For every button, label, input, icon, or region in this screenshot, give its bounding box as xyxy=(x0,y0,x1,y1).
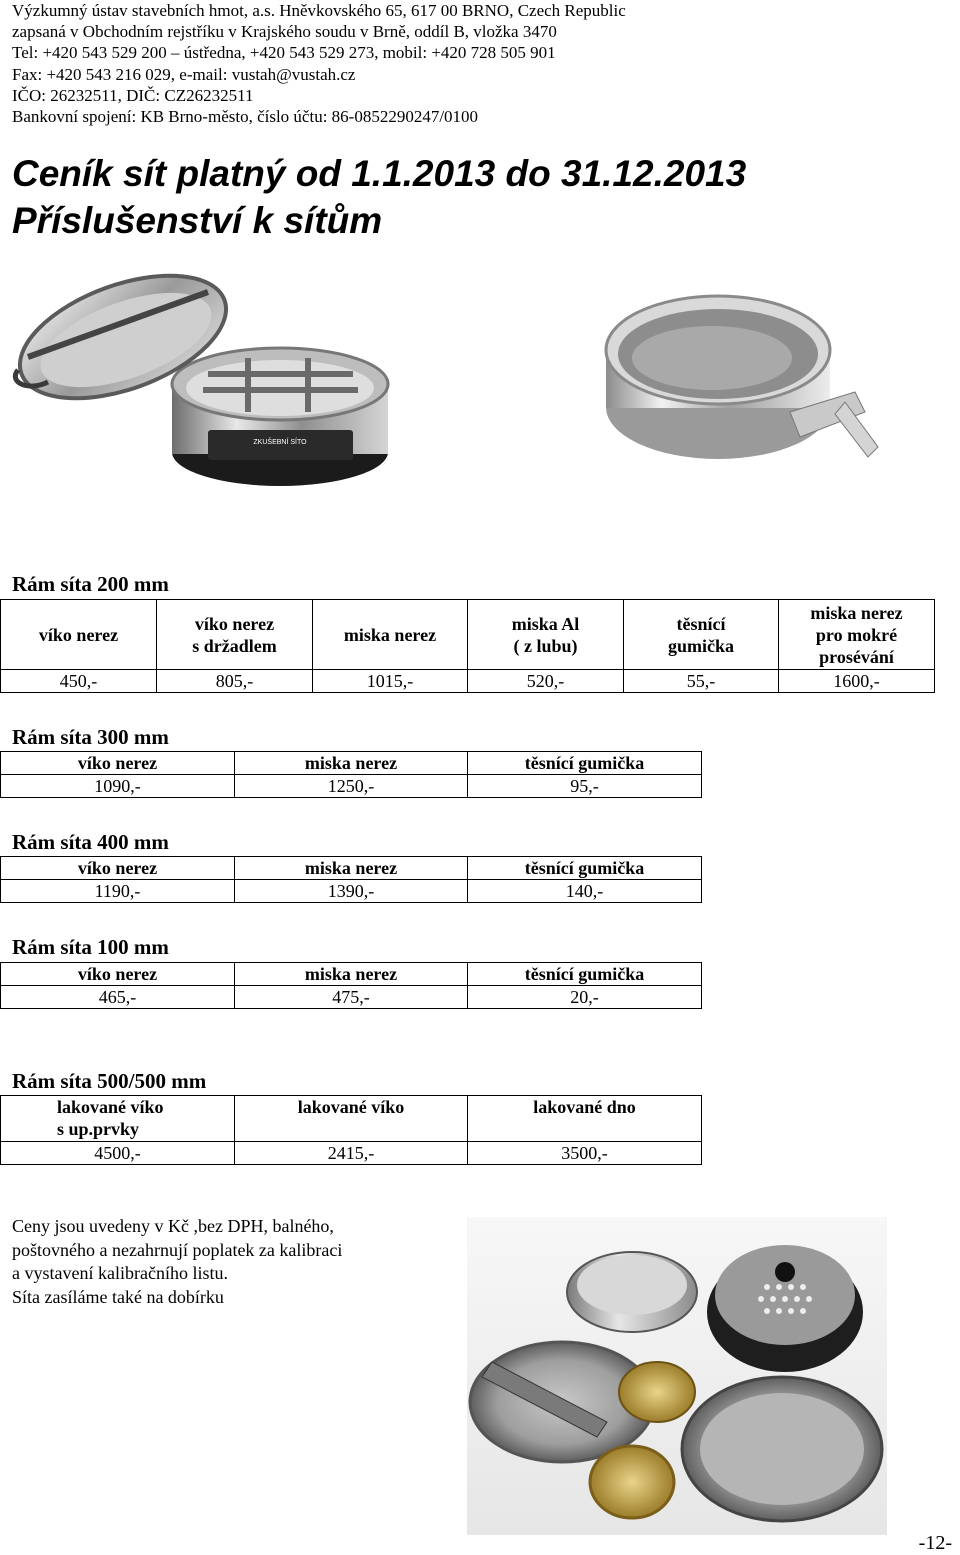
header-cell: víko nerez xyxy=(1,752,235,775)
header-cell: miska nerez xyxy=(235,963,468,986)
price-cell: 140,- xyxy=(468,880,702,903)
note-line: a vystavení kalibračního listu. xyxy=(12,1263,228,1283)
header-cell: těsnící gumička xyxy=(468,963,702,986)
price-cell: 1250,- xyxy=(235,775,468,798)
section-heading-300: Rám síta 300 mm xyxy=(12,725,169,749)
price-cell: 1015,- xyxy=(313,670,468,693)
price-list-title xyxy=(12,150,746,244)
price-cell: 20,- xyxy=(468,986,702,1009)
title-line-1: Ceník sít platný od 1.1.2013 do 31.12.2013 xyxy=(12,153,747,194)
price-table-500 xyxy=(0,1095,702,1165)
header-cell: miska nerez xyxy=(313,600,468,670)
header-cell: lakované víko s up.prvky xyxy=(1,1096,235,1142)
header-cell: víko nerez xyxy=(1,600,157,670)
note-line: Síta zasíláme také na dobírku xyxy=(12,1286,224,1307)
price-table-200 xyxy=(0,599,935,693)
header-cell: lakované víko xyxy=(235,1096,468,1142)
price-cell: 465,- xyxy=(1,986,235,1009)
header-cell: těsnící gumička xyxy=(468,857,702,880)
price-cell: 55,- xyxy=(624,670,779,693)
price-cell: 2415,- xyxy=(235,1142,468,1165)
header-cell: miska nerez xyxy=(235,857,468,880)
price-cell: 450,- xyxy=(1,670,157,693)
price-table-100 xyxy=(0,962,702,1009)
price-cell: 1390,- xyxy=(235,880,468,903)
section-heading-200: Rám síta 200 mm xyxy=(12,572,169,596)
company-header xyxy=(12,0,626,127)
header-cell: víko nerez xyxy=(1,857,235,880)
price-cell: 1090,- xyxy=(1,775,235,798)
header-line-fax: Fax: +420 543 216 029, e-mail: vustah@vustah.cz xyxy=(12,64,356,84)
header-line-company: Výzkumný ústav stavebních hmot, a.s. Hněvkovského 65, 617 00 BRNO, Czech Republic xyxy=(12,1,626,20)
header-line-bank: Bankovní spojení: KB Brno-město, číslo účtu: 86-0852290247/0100 xyxy=(12,107,479,127)
price-notes xyxy=(12,1215,342,1309)
header-line-register: zapsaná v Obchodním rejstříku v Krajského soudu v Brně, oddíl B, vložka 3470 xyxy=(12,22,557,42)
header-cell: miska nerez pro mokré prosévání xyxy=(779,600,935,670)
price-cell: 1190,- xyxy=(1,880,235,903)
price-cell: 475,- xyxy=(235,986,468,1009)
header-cell: miska Al ( z lubu) xyxy=(468,600,624,670)
price-cell: 520,- xyxy=(468,670,624,693)
section-heading-500: Rám síta 500/500 mm xyxy=(12,1069,207,1093)
header-line-phone: Tel: +420 543 529 200 – ústředna, +420 543 529 273, mobil: +420 728 505 901 xyxy=(12,43,556,63)
price-cell: 1600,- xyxy=(779,670,935,693)
header-cell: víko nerez xyxy=(1,963,235,986)
price-cell: 4500,- xyxy=(1,1142,235,1165)
page-number: -12- xyxy=(918,1532,952,1554)
title-line-2: Příslušenství k sítům xyxy=(12,200,383,241)
note-line: poštovného a nezahrnují poplatek za kalibraci xyxy=(12,1239,343,1260)
header-line-ico: IČO: 26232511, DIČ: CZ26232511 xyxy=(12,85,254,105)
wet-sieving-pan-photo xyxy=(600,262,892,477)
price-table-300 xyxy=(0,751,702,798)
header-cell: těsnící gumička xyxy=(624,600,779,670)
accessories-set-photo xyxy=(467,1217,887,1535)
header-cell: lakované dno xyxy=(468,1096,702,1142)
price-cell: 3500,- xyxy=(468,1142,702,1165)
price-cell: 95,- xyxy=(468,775,702,798)
header-cell: víko nerez s držadlem xyxy=(157,600,313,670)
header-cell: těsnící gumička xyxy=(468,752,702,775)
sieve-plate-label: ZKUŠEBNÍ SÍTO xyxy=(253,439,307,446)
note-line: Ceny jsou uvedeny v Kč ,bez DPH, balného, xyxy=(12,1216,334,1236)
header-cell: miska nerez xyxy=(235,752,468,775)
price-table-400 xyxy=(0,856,702,903)
sieve-with-lid-photo xyxy=(8,262,400,507)
section-heading-100: Rám síta 100 mm xyxy=(12,935,169,959)
price-cell: 805,- xyxy=(157,670,313,693)
section-heading-400: Rám síta 400 mm xyxy=(12,830,169,854)
